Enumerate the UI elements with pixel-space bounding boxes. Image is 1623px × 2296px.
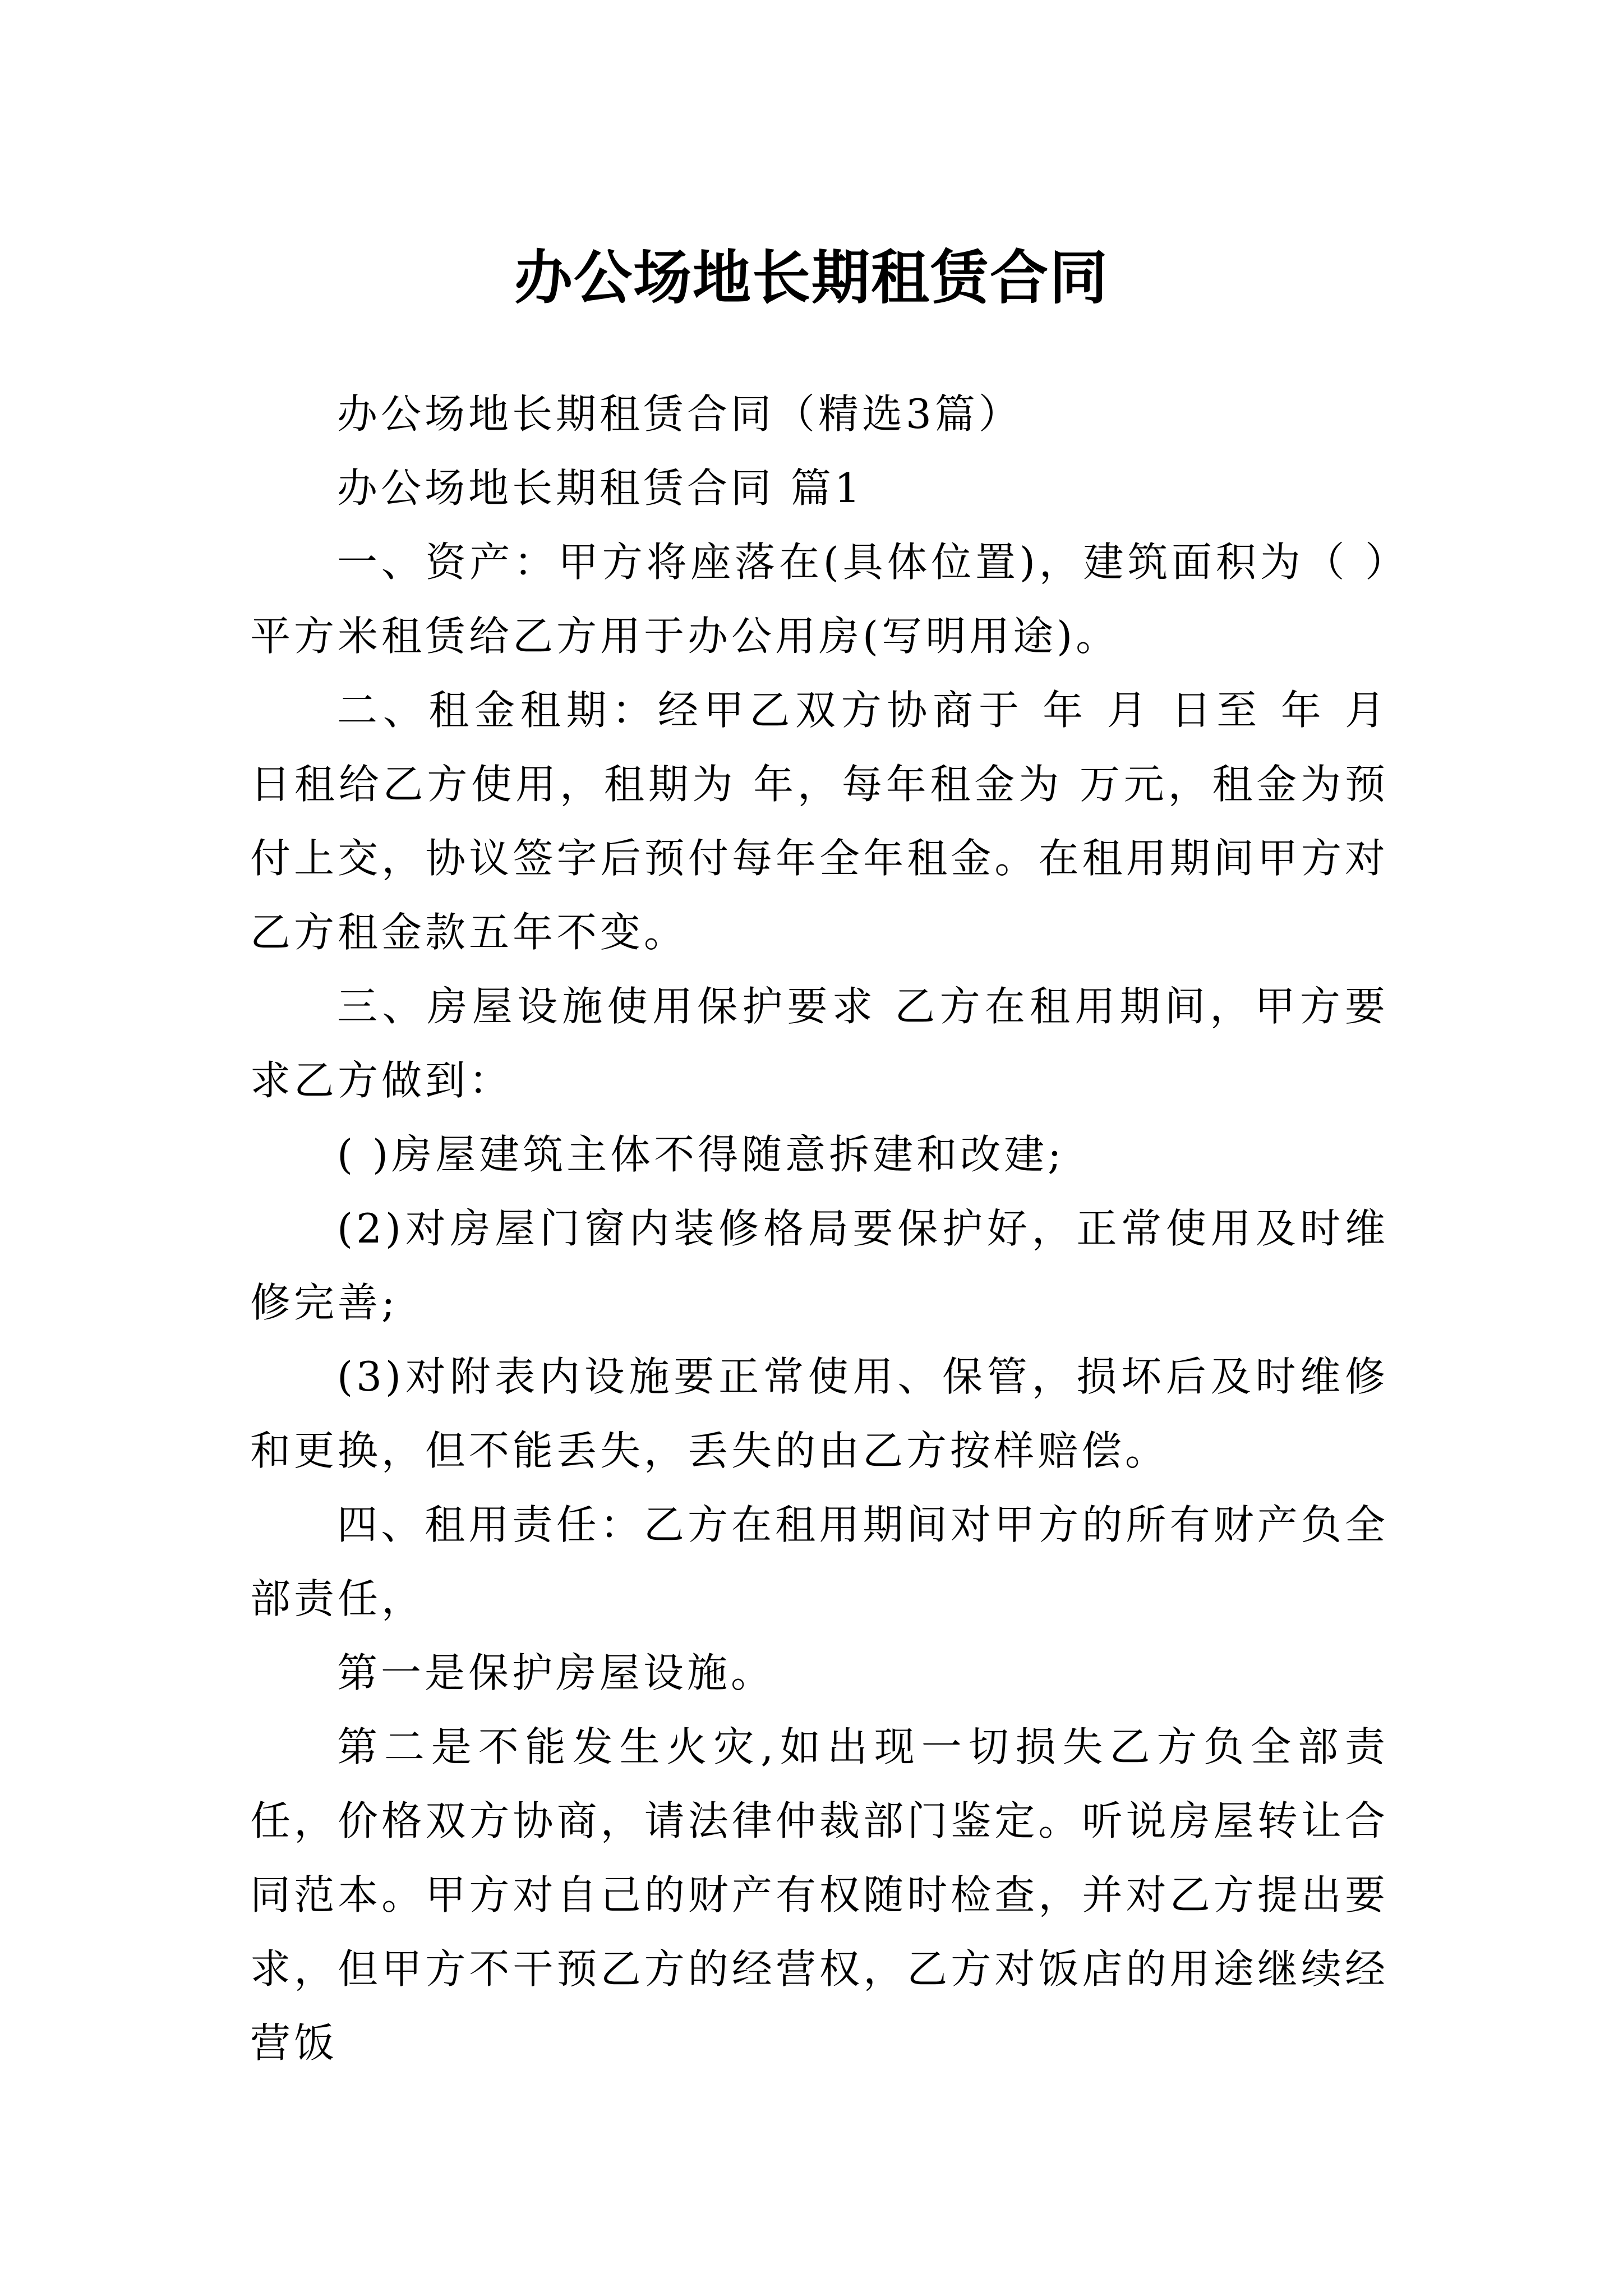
- paragraph-subtitle: 办公场地长期租赁合同（精选3篇）: [337, 390, 1022, 438]
- paragraph-responsibility-first: 第一是保护房屋设施。: [337, 1649, 775, 1696]
- paragraph-item-2: (2)对房屋门窗内装修格局要保护好，正常使用及时维修完善;: [250, 1205, 1389, 1326]
- paragraph-clause-rent-term: 二、租金租期：经甲乙双方协商于 年 月 日至 年 月 日租给乙方使用，租期为 年，每年租金为 万元，租金为预付上交，协议签字后预付每年全年租金。在租用期间甲方对乙方租金款五年不变。: [250, 687, 1389, 956]
- paragraph-clause-responsibility: 四、租用责任：乙方在租用期间对甲方的所有财产负全部责任，: [250, 1501, 1389, 1622]
- paragraph-item-1: ( )房屋建筑主体不得随意拆建和改建;: [337, 1131, 1065, 1178]
- paragraph-section-heading: 办公场地长期租赁合同 篇1: [337, 464, 864, 512]
- paragraph-clause-facility-protection: 三、房屋设施使用保护要求 乙方在租用期间，甲方要求乙方做到：: [250, 983, 1389, 1104]
- document-title: 办公场地长期租赁合同: [514, 242, 1109, 312]
- paragraph-responsibility-second: 第二是不能发生火灾,如出现一切损失乙方负全部责任，价格双方协商，请法律仲裁部门鉴定。听说房屋转让合同范本。甲方对自己的财产有权随时检查，并对乙方提出要求，但甲方不干预乙方的经营权，乙方对饭店的用途继续经营饭: [250, 1723, 1389, 2067]
- document-body: [250, 377, 1389, 2080]
- paragraph-item-3: (3)对附表内设施要正常使用、保管，损坏后及时维修和更换，但不能丢失，丢失的由乙方按样赔偿。: [250, 1353, 1389, 1474]
- paragraph-clause-assets: 一、资产：甲方将座落在(具体位置)，建筑面积为（ ）平方米租赁给乙方用于办公用房(写明用途)。: [250, 539, 1389, 660]
